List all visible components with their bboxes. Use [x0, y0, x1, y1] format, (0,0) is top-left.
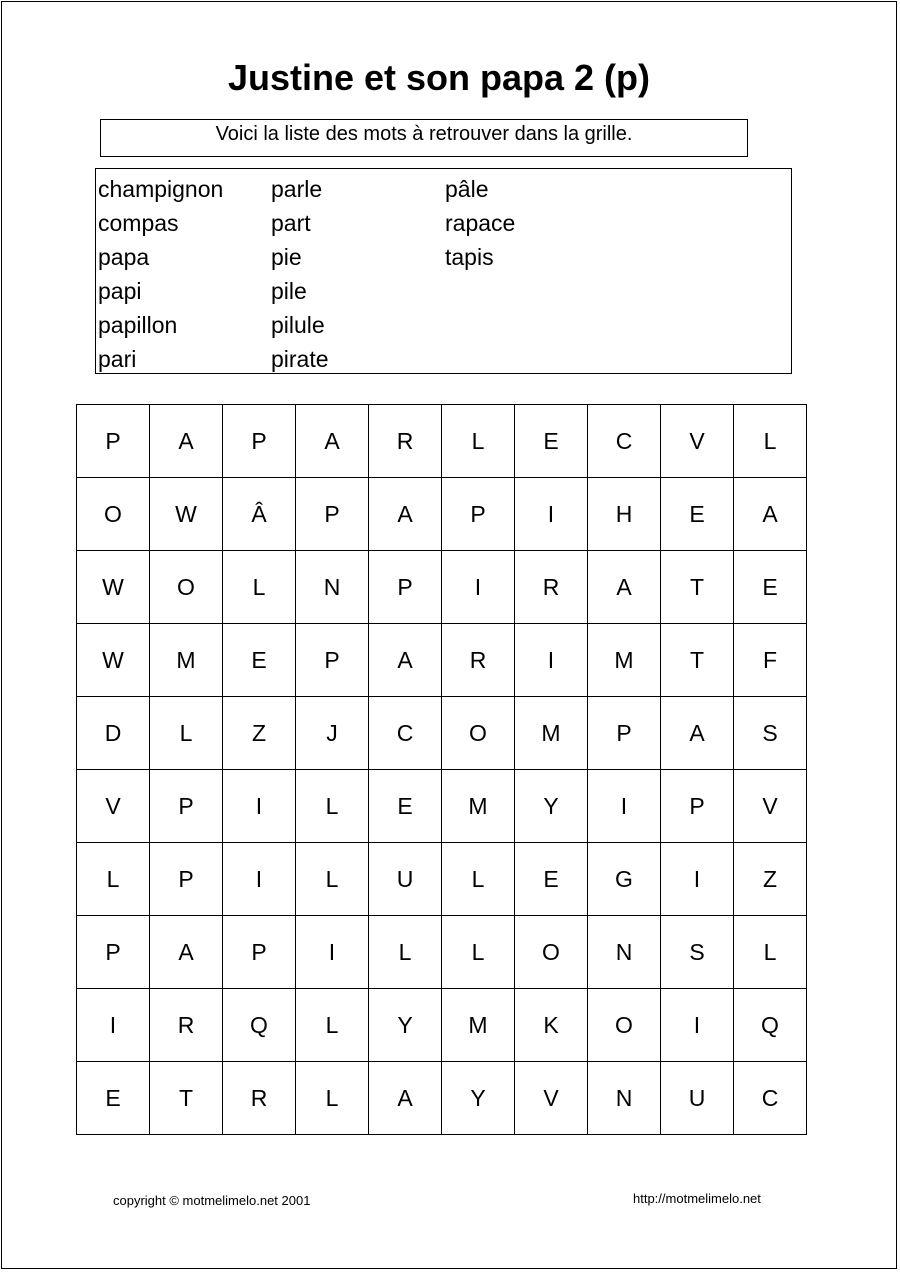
- grid-cell[interactable]: L: [296, 770, 369, 843]
- grid-cell[interactable]: V: [77, 770, 150, 843]
- grid-row: [77, 916, 807, 989]
- grid-cell[interactable]: U: [661, 1062, 734, 1135]
- grid-cell[interactable]: C: [734, 1062, 807, 1135]
- grid-cell[interactable]: L: [296, 989, 369, 1062]
- grid-cell[interactable]: I: [661, 843, 734, 916]
- grid-cell[interactable]: Y: [369, 989, 442, 1062]
- grid-row: [77, 843, 807, 916]
- word-column-3: [445, 172, 515, 274]
- grid-cell[interactable]: R: [515, 551, 588, 624]
- grid-cell[interactable]: V: [515, 1062, 588, 1135]
- grid-row: [77, 770, 807, 843]
- grid-cell[interactable]: E: [369, 770, 442, 843]
- grid-cell[interactable]: A: [150, 916, 223, 989]
- grid-cell[interactable]: L: [442, 405, 515, 478]
- grid-cell[interactable]: L: [150, 697, 223, 770]
- grid-cell[interactable]: Q: [223, 989, 296, 1062]
- grid-cell[interactable]: L: [442, 843, 515, 916]
- grid-cell[interactable]: L: [296, 843, 369, 916]
- grid-cell[interactable]: I: [661, 989, 734, 1062]
- word-item: pâle: [445, 176, 489, 202]
- grid-cell[interactable]: N: [588, 916, 661, 989]
- grid-cell[interactable]: Y: [515, 770, 588, 843]
- grid-cell[interactable]: M: [442, 770, 515, 843]
- grid-cell[interactable]: T: [661, 624, 734, 697]
- grid-cell[interactable]: F: [734, 624, 807, 697]
- grid-cell[interactable]: A: [369, 624, 442, 697]
- instructions-box: Voici la liste des mots à retrouver dans la grille.: [100, 119, 748, 157]
- word-item: rapace: [445, 210, 516, 236]
- grid-cell[interactable]: H: [588, 478, 661, 551]
- grid-cell[interactable]: W: [77, 551, 150, 624]
- grid-cell[interactable]: Â: [223, 478, 296, 551]
- grid-cell[interactable]: I: [588, 770, 661, 843]
- grid-cell[interactable]: N: [296, 551, 369, 624]
- grid-cell[interactable]: R: [442, 624, 515, 697]
- grid-cell[interactable]: W: [150, 478, 223, 551]
- grid-cell[interactable]: O: [515, 916, 588, 989]
- grid-cell[interactable]: I: [296, 916, 369, 989]
- grid-cell[interactable]: T: [150, 1062, 223, 1135]
- grid-cell[interactable]: O: [77, 478, 150, 551]
- grid-cell[interactable]: A: [734, 478, 807, 551]
- word-item: parle: [271, 176, 323, 202]
- grid-cell[interactable]: O: [150, 551, 223, 624]
- grid-row: [77, 478, 807, 551]
- grid-cell[interactable]: D: [77, 697, 150, 770]
- grid-cell[interactable]: N: [588, 1062, 661, 1135]
- grid-cell[interactable]: Q: [734, 989, 807, 1062]
- grid-cell[interactable]: G: [588, 843, 661, 916]
- grid-cell[interactable]: M: [588, 624, 661, 697]
- grid-cell[interactable]: P: [661, 770, 734, 843]
- grid-cell[interactable]: A: [661, 697, 734, 770]
- grid-cell[interactable]: V: [734, 770, 807, 843]
- word-item: tapis: [445, 244, 494, 270]
- grid-cell[interactable]: P: [369, 551, 442, 624]
- grid-cell[interactable]: I: [515, 478, 588, 551]
- grid-cell[interactable]: S: [734, 697, 807, 770]
- grid-cell[interactable]: O: [588, 989, 661, 1062]
- grid-cell[interactable]: P: [223, 916, 296, 989]
- grid-cell[interactable]: Z: [223, 697, 296, 770]
- grid-cell[interactable]: P: [296, 624, 369, 697]
- word-item: pilule: [271, 312, 325, 338]
- grid-cell[interactable]: P: [77, 405, 150, 478]
- grid-cell[interactable]: L: [442, 916, 515, 989]
- grid-cell[interactable]: I: [223, 770, 296, 843]
- grid-cell[interactable]: P: [150, 770, 223, 843]
- site-url: http://motmelimelo.net: [633, 1191, 761, 1206]
- grid-cell[interactable]: A: [369, 1062, 442, 1135]
- grid-cell[interactable]: A: [588, 551, 661, 624]
- grid-cell[interactable]: R: [223, 1062, 296, 1135]
- grid-cell[interactable]: P: [77, 916, 150, 989]
- grid-cell[interactable]: W: [77, 624, 150, 697]
- grid-cell[interactable]: L: [734, 916, 807, 989]
- word-item: compas: [98, 210, 179, 236]
- grid-cell[interactable]: P: [223, 405, 296, 478]
- letter-grid: [76, 404, 807, 1135]
- grid-cell[interactable]: P: [296, 478, 369, 551]
- grid-cell[interactable]: E: [515, 405, 588, 478]
- page-title: Justine et son papa 2 (p): [227, 57, 651, 98]
- grid-cell[interactable]: M: [515, 697, 588, 770]
- grid-cell[interactable]: C: [369, 697, 442, 770]
- word-item: champignon: [98, 176, 224, 202]
- grid-cell[interactable]: L: [734, 405, 807, 478]
- grid-cell[interactable]: E: [77, 1062, 150, 1135]
- grid-cell[interactable]: L: [77, 843, 150, 916]
- grid-cell[interactable]: P: [588, 697, 661, 770]
- word-item: papa: [98, 244, 150, 270]
- grid-cell[interactable]: P: [442, 478, 515, 551]
- grid-cell[interactable]: O: [442, 697, 515, 770]
- grid-cell[interactable]: L: [296, 1062, 369, 1135]
- grid-cell[interactable]: R: [369, 405, 442, 478]
- grid-row: [77, 1062, 807, 1135]
- grid-cell[interactable]: M: [150, 624, 223, 697]
- grid-cell[interactable]: I: [515, 624, 588, 697]
- grid-cell[interactable]: L: [369, 916, 442, 989]
- grid-cell[interactable]: I: [223, 843, 296, 916]
- word-item: papillon: [98, 312, 178, 338]
- grid-cell[interactable]: M: [442, 989, 515, 1062]
- grid-cell[interactable]: J: [296, 697, 369, 770]
- grid-cell[interactable]: A: [369, 478, 442, 551]
- grid-cell[interactable]: Y: [442, 1062, 515, 1135]
- grid-cell[interactable]: L: [223, 551, 296, 624]
- copyright-text: copyright © motmelimelo.net 2001: [113, 1193, 311, 1208]
- grid-cell[interactable]: P: [150, 843, 223, 916]
- grid-cell[interactable]: Z: [734, 843, 807, 916]
- grid-cell[interactable]: E: [515, 843, 588, 916]
- word-column-1: [98, 172, 223, 376]
- grid-cell[interactable]: A: [150, 405, 223, 478]
- grid-cell[interactable]: E: [661, 478, 734, 551]
- grid-cell[interactable]: R: [150, 989, 223, 1062]
- grid-row: [77, 989, 807, 1062]
- grid-cell[interactable]: A: [296, 405, 369, 478]
- word-item: papi: [98, 278, 142, 304]
- grid-cell[interactable]: T: [661, 551, 734, 624]
- grid-cell[interactable]: E: [734, 551, 807, 624]
- grid-cell[interactable]: C: [588, 405, 661, 478]
- grid-cell[interactable]: I: [77, 989, 150, 1062]
- grid-cell[interactable]: K: [515, 989, 588, 1062]
- grid-row: [77, 551, 807, 624]
- word-column-2: [271, 172, 329, 376]
- grid-row: [77, 697, 807, 770]
- word-item: part: [271, 210, 311, 236]
- grid-cell[interactable]: S: [661, 916, 734, 989]
- grid-row: [77, 624, 807, 697]
- word-item: pari: [98, 346, 137, 372]
- word-list: [95, 168, 792, 374]
- word-item: pie: [271, 244, 302, 270]
- grid-cell[interactable]: V: [661, 405, 734, 478]
- word-item: pirate: [271, 346, 329, 372]
- grid-cell[interactable]: U: [369, 843, 442, 916]
- grid-cell[interactable]: I: [442, 551, 515, 624]
- grid-row: [77, 405, 807, 478]
- grid-cell[interactable]: E: [223, 624, 296, 697]
- word-item: pile: [271, 278, 307, 304]
